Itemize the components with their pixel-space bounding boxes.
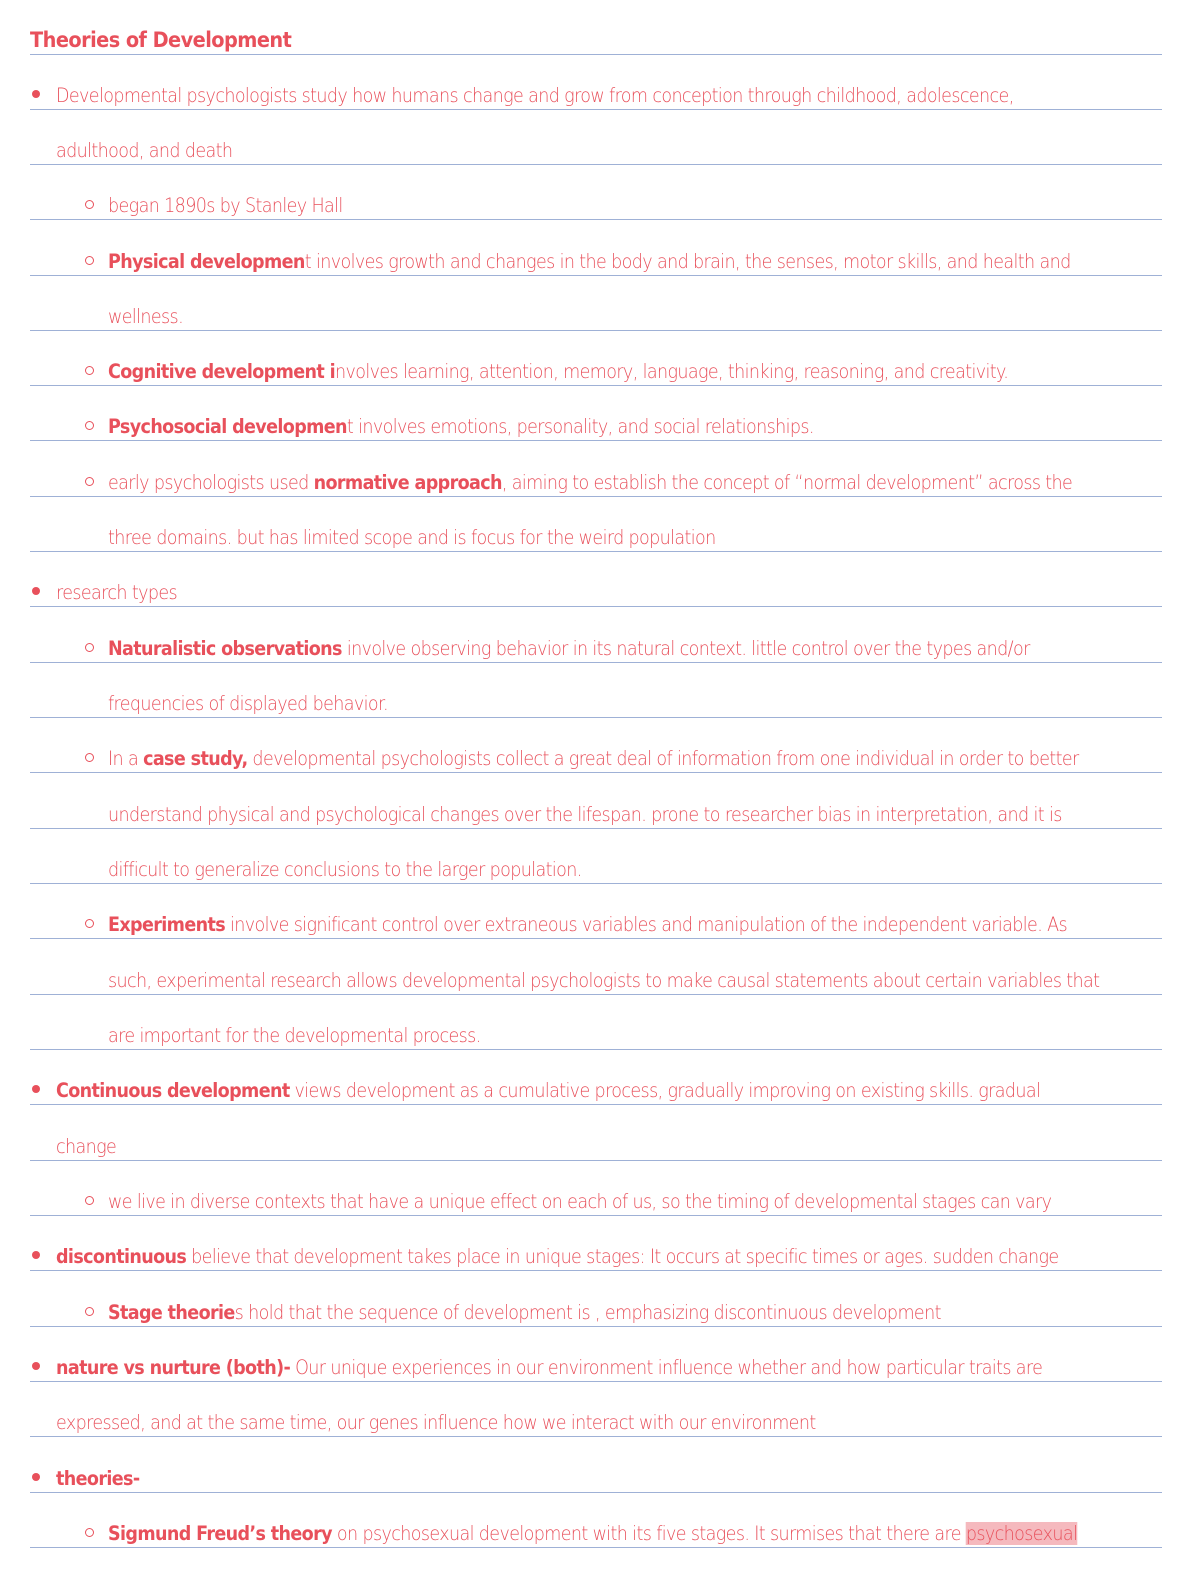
circle-bullet-icon [85,256,94,265]
note-text: discontinuous believe that development takes place in unique stages: It occurs at specific times or ages. sudden change [56,1245,1059,1268]
note-line [30,1106,1162,1161]
note-text: theories- [56,1467,140,1490]
note-text: wellness. [108,305,184,328]
note-line [30,663,1162,718]
note-text: three domains. but has limited scope and is focus for the weird population [108,526,716,549]
note-text: Continuous development views development as a cumulative process, gradually improving on existing skills. gradual [56,1079,1041,1102]
note-line [30,110,1162,165]
note-text: understand physical and psychological changes over the lifespan. prone to researcher bias in interpretation, and it is [108,803,1062,826]
note-text: Cognitive development involves learning, attention, memory, language, thinking, reasoning, and creativity. [108,360,1009,383]
note-line [30,1382,1162,1437]
page-title: Theories of Development [30,28,292,52]
note-line [30,386,1162,441]
note-line [30,829,1162,884]
note-line [30,165,1162,220]
circle-bullet-icon [85,200,94,209]
circle-bullet-icon [85,421,94,430]
note-line [30,1438,1162,1493]
note-text: expressed, and at the same time, our genes influence how we interact with our environment [56,1411,816,1434]
note-line [30,442,1162,497]
note-text: we live in diverse contexts that have a unique effect on each of us, so the timing of developmental stages can vary [108,1190,1052,1213]
note-text: began 1890s by Stanley Hall [108,194,343,217]
note-line [30,1050,1162,1105]
note-text: nature vs nurture (both)- Our unique experiences in our environment influence whether and how particular traits are [56,1356,1043,1379]
circle-bullet-icon [85,1196,94,1205]
circle-bullet-icon [85,753,94,762]
note-text: Developmental psychologists study how humans change and grow from conception through childhood, adolescence, [56,84,1014,107]
note-line [30,497,1162,552]
note-text: are important for the developmental process. [108,1024,481,1047]
note-text: In a case study, developmental psychologists collect a great deal of information from one individual in order to better [108,747,1079,770]
note-line [30,1272,1162,1327]
highlighted-text: psychosexual [965,1522,1078,1545]
note-line [30,331,1162,386]
bullet-icon [32,90,40,98]
bullet-icon [32,1362,40,1370]
note-text: change [56,1135,117,1158]
note-text: Experiments involve significant control over extraneous variables and manipulation of the independent variable. As [108,913,1068,936]
note-line [30,1216,1162,1271]
note-text: Psychosocial development involves emotions, personality, and social relationships. [108,415,814,438]
note-line [30,995,1162,1050]
circle-bullet-icon [85,1307,94,1316]
note-text: Naturalistic observations involve observing behavior in its natural context. little control over the types and/or [108,637,1030,660]
note-text: early psychologists used normative approach, aiming to establish the concept of “normal development” across the [108,471,1073,494]
note-line [30,718,1162,773]
circle-bullet-icon [85,477,94,486]
note-text: adulthood, and death [56,139,233,162]
note-line [30,940,1162,995]
note-line [30,1493,1162,1548]
note-line [30,276,1162,331]
circle-bullet-icon [85,1528,94,1537]
note-line [30,608,1162,663]
bullet-icon [32,1473,40,1481]
note-text: difficult to generalize conclusions to the larger population. [108,858,582,881]
note-text: research types [56,581,178,604]
circle-bullet-icon [85,643,94,652]
bullet-icon [32,587,40,595]
title-line [30,0,1162,55]
note-line [30,774,1162,829]
circle-bullet-icon [85,366,94,375]
note-text: Physical development involves growth and changes in the body and brain, the senses, motor skills, and health and [108,250,1071,273]
note-line [30,55,1162,110]
note-line [30,221,1162,276]
note-text: such, experimental research allows developmental psychologists to make causal statements about certain variables that [108,969,1100,992]
note-line [30,1161,1162,1216]
note-text: frequencies of displayed behavior. [108,692,388,715]
bullet-icon [32,1085,40,1093]
note-text: Stage theories hold that the sequence of development is , emphasizing discontinuous development [108,1301,941,1324]
note-line [30,552,1162,607]
circle-bullet-icon [85,919,94,928]
note-line [30,1327,1162,1382]
note-text: Sigmund Freud’s theory on psychosexual development with its five stages. It surmises that there are psychosexual [108,1522,1078,1545]
note-line [30,884,1162,939]
bullet-icon [32,1251,40,1259]
